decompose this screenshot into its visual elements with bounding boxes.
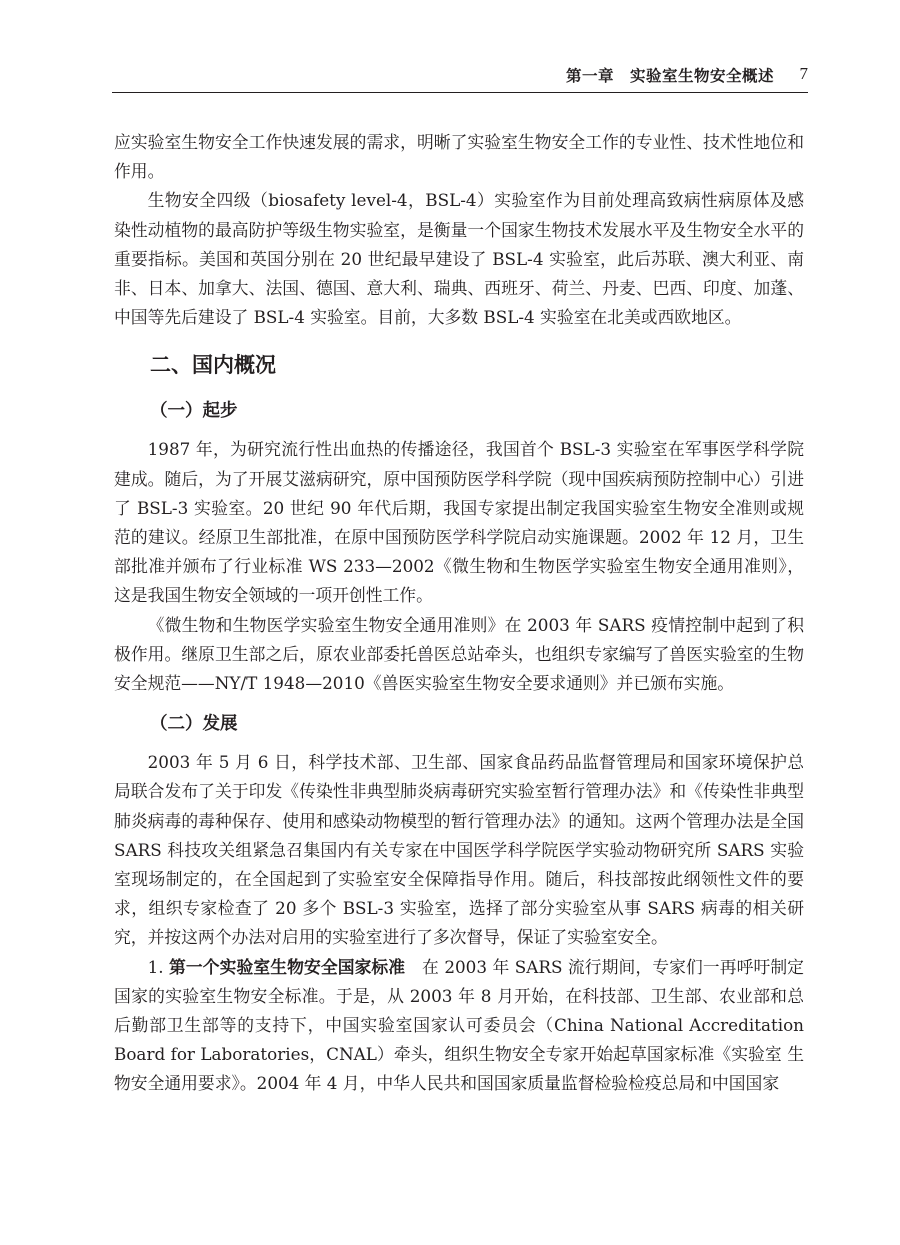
paragraph-national-standard: [114, 953, 804, 1099]
paragraph-continued: 应实验室生物安全工作快速发展的需求，明晰了实验室生物安全工作的专业性、技术性地位和作用。: [114, 132, 804, 182]
page-body: [114, 128, 804, 1099]
paragraph-development-1: 2003 年 5 月 6 日，科学技术部、卫生部、国家食品药品监督管理局和国家环境保护总局联合发布了关于印发《传染性非典型肺炎病毒研究实验室暂行管理办法》和《传染性非典型肺炎病毒的毒种保存、使用和感染动物模型的暂行管理办法》的通知。这两个管理办法是全国 SARS 科技攻关组紧急召集国内有关专家在中国医学科学院医学实验动物研究所 SARS 实验室现场制定的，在全国起到了实验室安全保障指导作用。随后，科技部按此纲领性文件的要求，组织专家检查了 20 多个 BSL-3 实验室，选择了部分实验室从事 SARS 病毒的相关研究，并按这两个办法对启用的实验室进行了多次督导，保证了实验室安全。: [114, 752, 804, 948]
subsection-heading-development: （二）发展: [150, 714, 238, 735]
item-title: 第一个实验室生物安全国家标准: [169, 956, 406, 977]
page-number: 7: [799, 64, 808, 83]
paragraph-start-1: 1987 年，为研究流行性出血热的传播途径，我国首个 BSL-3 实验室在军事医学科学院建成。随后，为了开展艾滋病研究，原中国预防医学科学院（现中国疾病预防控制中心）引进了 BSL-3 实验室。20 世纪 90 年代后期，我国专家提出制定我国实验室生物安全准则或规范的建议。经原卫生部批准，在原中国预防医学科学院启动实施课题。2002 年 12 月，卫生部批准并颁布了行业标准 WS 233—2002《微生物和生物医学实验室生物安全通用准则》，这是我国生物安全领域的一项开创性工作。: [114, 439, 804, 606]
item-text: 在 2003 年 SARS 流行期间，专家们一再呼吁制定国家的实验室生物安全标准。于是，从 2003 年 8 月开始，在科技部、卫生部、农业部和总后勤部卫生部等的支持下，中国实验室国家认可委员会（China National Accreditation Board for Laboratories，CNAL）牵头，组织生物安全专家开始起草国家标准《实验室 生物安全通用要求》。2004 年 4 月，中华人民共和国国家质量监督检验检疫总局和中国国家: [114, 956, 804, 1094]
running-header: [112, 58, 808, 93]
item-number: 1.: [147, 956, 164, 977]
paragraph-bsl4: 生物安全四级（biosafety level-4，BSL-4）实验室作为目前处理高致病性病原体及感染性动植物的最高防护等级生物实验室，是衡量一个国家生物技术发展水平及生物安全水平的重要指标。美国和英国分别在 20 世纪最早建设了 BSL-4 实验室，此后苏联、澳大利亚、南非、日本、加拿大、法国、德国、意大利、瑞典、西班牙、荷兰、丹麦、巴西、印度、加蓬、中国等先后建设了 BSL-4 实验室。目前，大多数 BSL-4 实验室在北美或西欧地区。: [114, 190, 804, 328]
section-heading-domestic: 二、国内概况: [150, 353, 276, 378]
subsection-heading-start: （一）起步: [150, 401, 238, 422]
paragraph-start-2: 《微生物和生物医学实验室生物安全通用准则》在 2003 年 SARS 疫情控制中起到了积极作用。继原卫生部之后，原农业部委托兽医总站牵头，也组织专家编写了兽医实验室的生物安全规范——NY/T 1948—2010《兽医实验室生物安全要求通则》并已颁布实施。: [114, 614, 804, 694]
chapter-title: 第一章 实验室生物安全概述: [565, 67, 774, 85]
